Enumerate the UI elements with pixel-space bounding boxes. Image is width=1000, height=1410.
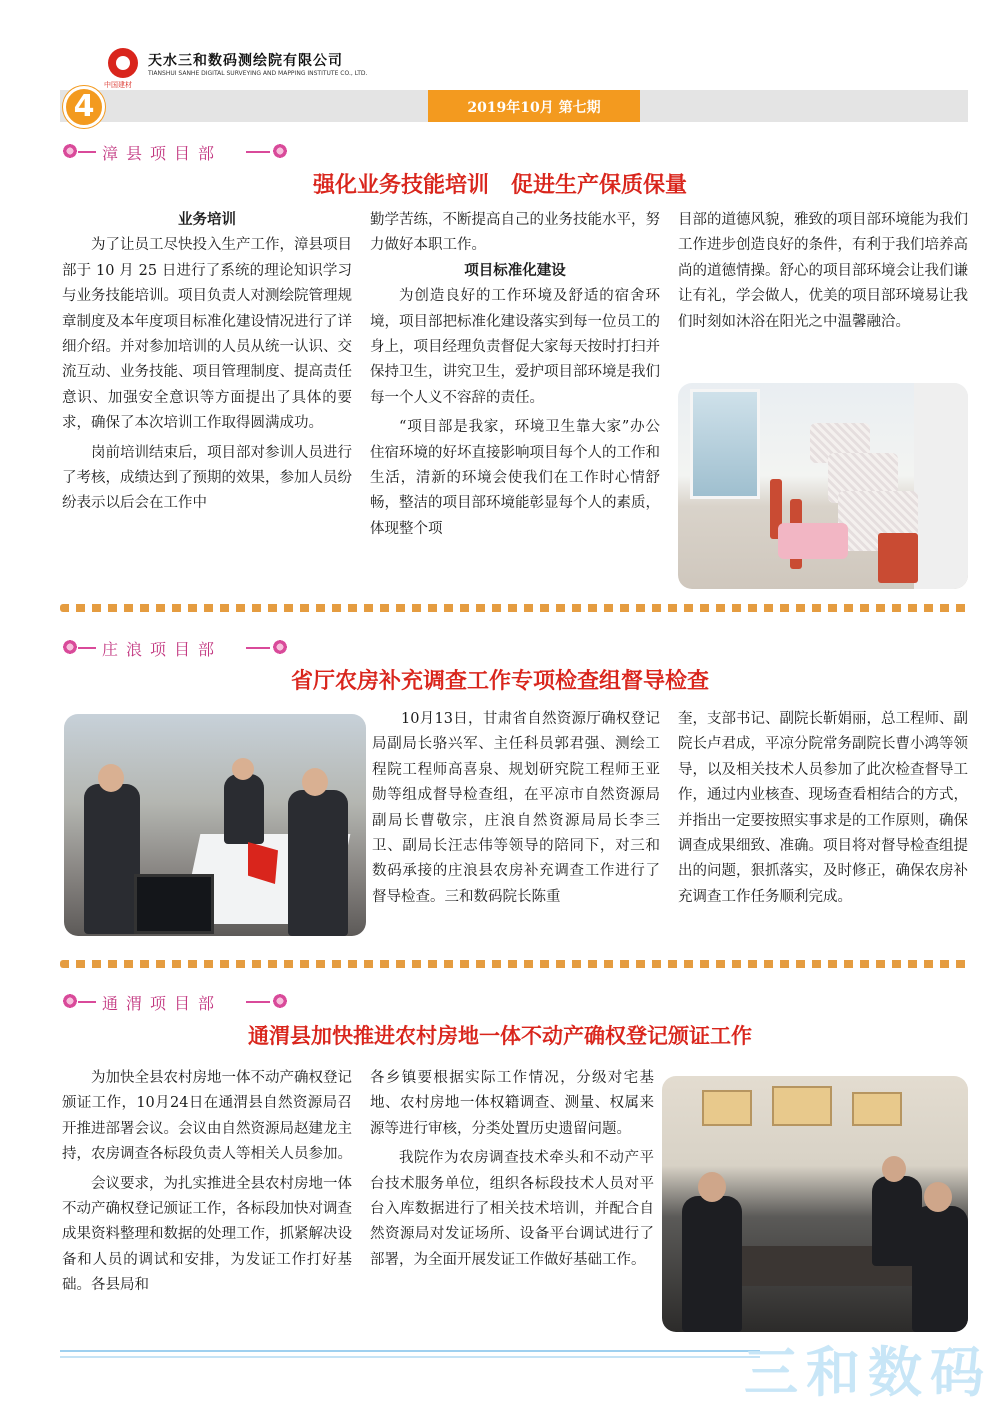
section-tag-label: 通渭项目部 [102, 994, 223, 1013]
paragraph: 为加快全县农村房地一体不动产确权登记颁证工作，10月24日在通渭县自然资源局召开推进部署会议。会议由自然资源局赵建龙主持，农房调查各标段负责人等相关人员参加。 [62, 1070, 352, 1163]
photo-person-head [924, 1182, 952, 1212]
article-column-2 [370, 208, 660, 542]
photo-person-head [98, 764, 124, 792]
photo-monitor [134, 874, 214, 934]
photo-window [690, 389, 760, 499]
photo-door [914, 383, 968, 589]
watermark-text: 三和数码 [744, 1341, 992, 1404]
footer-line [60, 1356, 760, 1358]
paragraph: 10月13日，甘肃省自然资源厅确权登记局副局长骆兴军、主任科员郭君强、测绘工程院工程师高喜泉、规划研究院工程师王亚勋等组成督导检查组，在平凉市自然资源局副局长曹敬宗，庄浪自然资源局局长李三卫、副局长汪志伟等领导的陪同下，对三和数码承接的庄浪县农房补充调查工作进行了督导检查。三和数码院长陈重 [372, 711, 660, 905]
company-name-cn: 天水三和数码测绘院有限公司 [148, 53, 343, 69]
section-tag-label: 漳县项目部 [102, 144, 223, 163]
flower-icon [272, 639, 288, 655]
article-column-2 [372, 707, 660, 910]
paragraph: 各乡镇要根据实际工作情况，分级对宅基地、农村房地一体权籍调查、测量、权属来源等进行审核，分类处置历史遗留问题。 [370, 1070, 654, 1137]
photo-person [84, 784, 140, 934]
paragraph: 奎，支部书记、副院长靳娟丽，总工程师、副院长卢君成，平凉分院常务副院长曹小鸿等领导，以及相关技术人员参加了此次检查督导工作，通过内业核查、现场查看相结合的方式，并指出一定要按照实事求是的工作原则，确保调查成果细致、准确。项目将对督导检查组提出的问题，狠抓落实，及时修正，确保农房补充调查工作任务顺利完成。 [678, 711, 968, 905]
section-divider [60, 604, 968, 612]
subheading-standardization: 项目标准化建设 [464, 262, 566, 279]
subheading-training: 业务培训 [178, 212, 236, 228]
section-tag-zhuanglang [62, 637, 288, 659]
photo-person [224, 774, 264, 844]
photo-person-head [882, 1156, 906, 1182]
photo-person [912, 1206, 968, 1332]
section-divider [60, 960, 968, 968]
vine-ornament [78, 647, 96, 649]
vine-ornament [246, 647, 270, 649]
company-name-en: TIANSHUI SANHE DIGITAL SURVEYING AND MAPPING INSTITUTE CO., LTD. [148, 70, 368, 77]
photo-person [682, 1196, 742, 1332]
photo-wall-certificate [702, 1090, 752, 1126]
footer-line [60, 1350, 760, 1352]
paragraph: 岗前培训结束后，项目部对参训人员进行了考核，成绩达到了预期的效果，参加人员纷纷表示以后会在工作中 [62, 444, 352, 512]
article-column-1 [62, 208, 352, 517]
photo-seat-cover [778, 523, 848, 559]
photo-inspection-meeting [64, 714, 366, 936]
photo-dormitory-room [678, 383, 968, 589]
photo-person-head [302, 768, 328, 796]
headline-training: 强化业务技能培训 促进生产保质保量 [312, 173, 687, 198]
paragraph: 会议要求，为扎实推进全县农村房地一体不动产确权登记颁证工作，各标段加快对调查成果资料整理和数据的处理工作，抓紧解决设备和人员的调试和安排，为发证工作打好基础。各县局和 [62, 1175, 352, 1294]
photo-chair [878, 533, 918, 583]
photo-deployment-meeting [662, 1076, 968, 1332]
vine-ornament [78, 151, 96, 153]
photo-person [288, 790, 348, 936]
paragraph: 我院作为农房调查技术牵头和不动产平台技术服务单位，组织各标段技术人员对平台入库数据进行了相关技术培训，并配合自然资源局对发证场所、设备平台调试进行了部署，为全面开展发证工作做好基础工作。 [370, 1150, 654, 1268]
section-tag-zhangxian [62, 141, 288, 163]
paragraph: 目部的道德风貌，雅致的项目部环境能为我们工作进步创造良好的条件，有利于我们培养高尚的道德情操。舒心的项目部环境会让我们谦让有礼，学会做人，优美的项目部环境易让我们时刻如沐浴在阳光之中温馨融洽。 [678, 212, 968, 330]
headline-inspection: 省厅农房补充调查工作专项检查组督导检查 [290, 669, 709, 694]
headline-tongwei: 通渭县加快推进农村房地一体不动产确权登记颁证工作 [248, 1024, 752, 1048]
paragraph: 勤学苦练，不断提高自己的业务技能水平，努力做好本职工作。 [370, 212, 660, 254]
flower-icon [62, 993, 78, 1009]
article-column-3 [678, 707, 968, 910]
vine-ornament [78, 1001, 96, 1003]
paragraph: “项目部是我家，环境卫生靠大家”办公住宿环境的好坏直接影响项目每个人的工作和生活，清新的环境会使我们在工作时心情舒畅，整洁的项目部环境能彰显每个人的素质，体现整个项 [370, 419, 660, 537]
company-logo-icon [108, 48, 138, 78]
article-column-3 [678, 208, 968, 335]
photo-wall-certificate [852, 1092, 902, 1126]
paragraph: 为了让员工尽快投入生产工作，漳县项目部于 10 月 25 日进行了系统的理论知识学习与业务技能培训。项目负责人对测绘院管理规章制度及本年度项目标准化建设情况进行了详细介绍。并对参加培训的人员从统一认识、交流互动、业务技能、项目管理制度、提高责任意识、加强安全意识等方面提出了具体的要求，确保了本次培训工作取得圆满成功。 [62, 237, 352, 432]
photo-wall-certificate [772, 1086, 832, 1126]
issue-date: 2019年10月 第七期 [467, 100, 601, 116]
flower-icon [272, 143, 288, 159]
paragraph: 为创造良好的工作环境及舒适的宿舍环境，项目部把标准化建设落实到每一位员工的身上，项目经理负责督促大家每天按时打扫并保持卫生，讲究卫生，爱护项目部环境是我们每一个人义不容辞的责任。 [370, 288, 660, 406]
vine-ornament [246, 1001, 270, 1003]
section-tag-tongwei [62, 991, 288, 1013]
flower-icon [62, 639, 78, 655]
page-number: 4 [73, 89, 95, 124]
photo-person-head [232, 758, 254, 780]
flower-icon [272, 993, 288, 1009]
article-column-2 [370, 1066, 654, 1273]
flower-icon [62, 143, 78, 159]
vine-ornament [246, 151, 270, 153]
photo-person-head [698, 1172, 726, 1202]
article-column-1 [62, 1066, 352, 1299]
logo-subtitle: 中国建材 [104, 81, 132, 89]
section-tag-label: 庄浪项目部 [102, 640, 223, 659]
